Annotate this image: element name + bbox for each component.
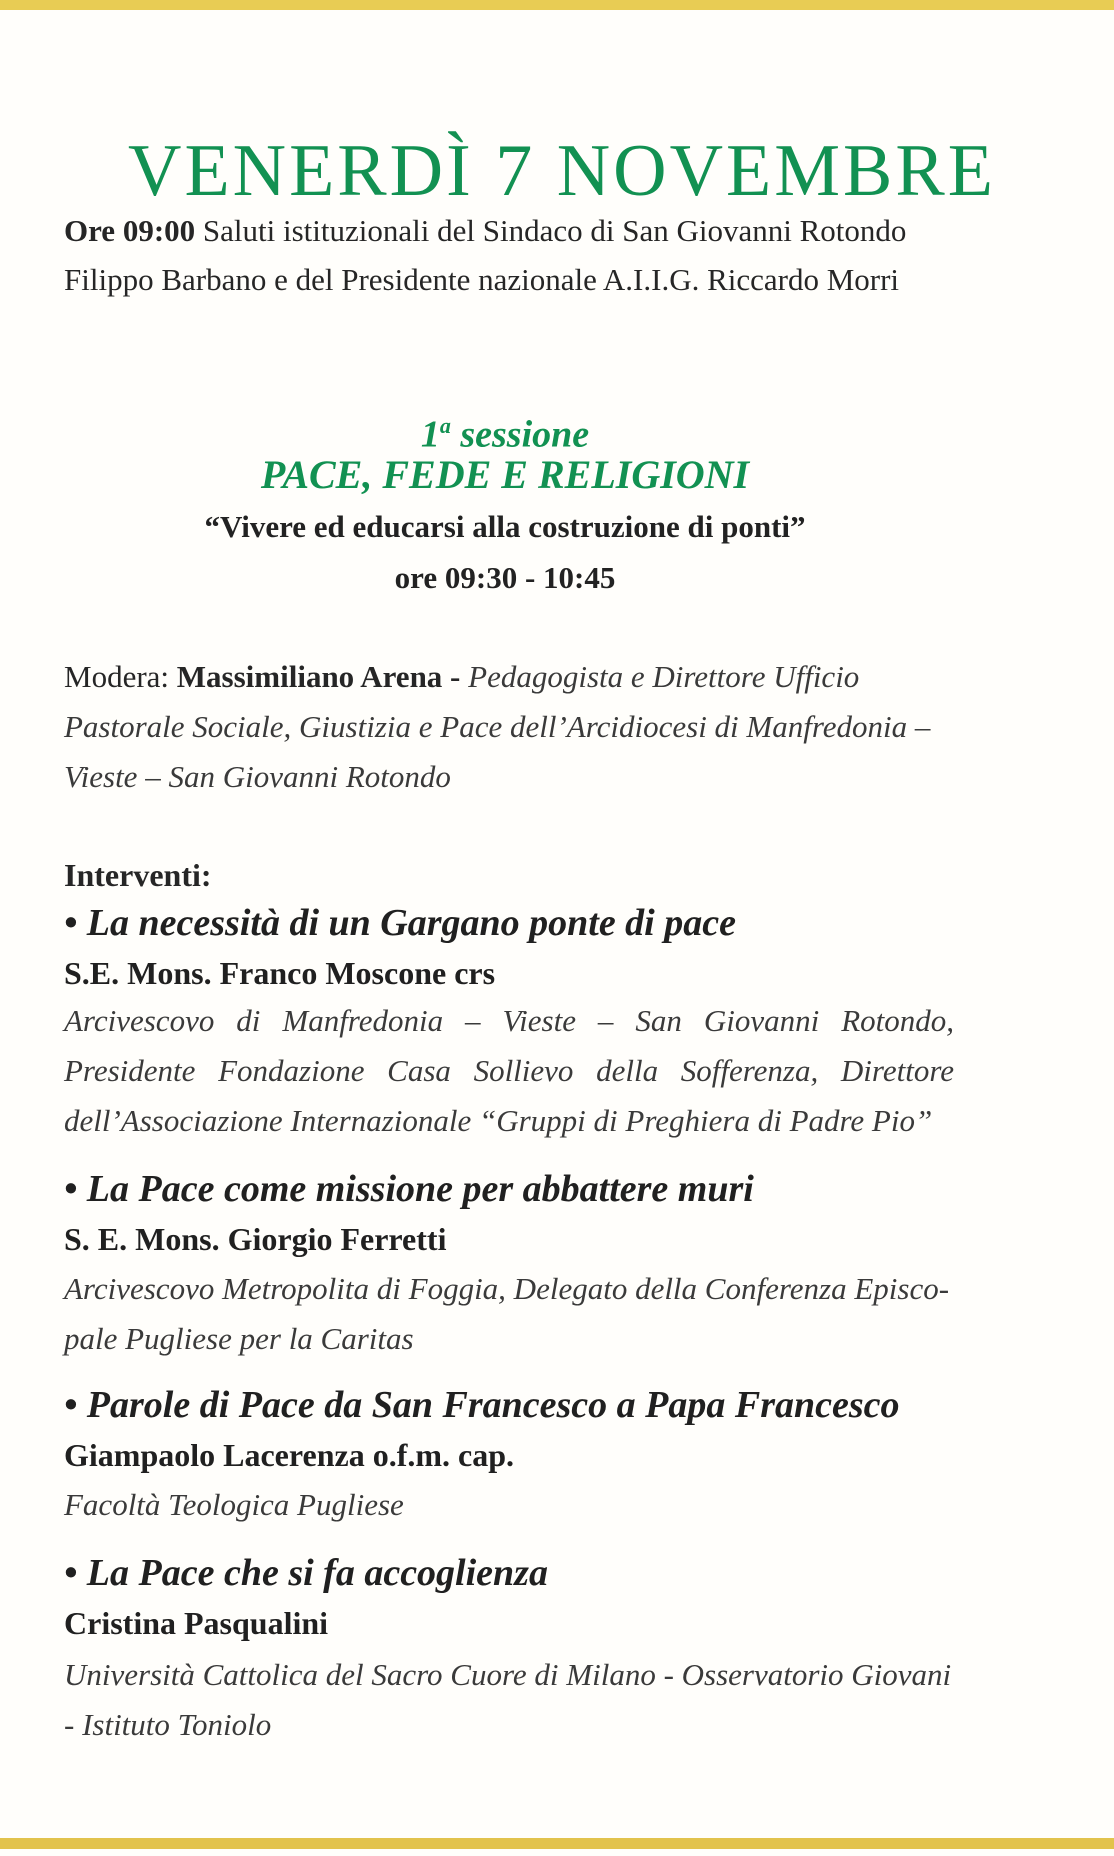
moderator-prefix: Modera: (64, 659, 170, 694)
talk-speaker: Cristina Pasqualini (64, 1605, 329, 1641)
talk-description: Facoltà Teologica Pugliese (64, 1487, 404, 1522)
session-time: ore 09:30 - 10:45 (394, 560, 616, 595)
session-label: sessione (460, 413, 590, 456)
session-title: PACE, FEDE E RELIGIONI (260, 452, 750, 497)
top-border (0, 0, 1114, 10)
talk-speaker: Giampaolo Lacerenza o.f.m. cap. (64, 1437, 515, 1473)
moderator-name: Massimiliano Arena - (176, 659, 461, 694)
talk-description: Università Cattolica del Sacro Cuore di Milano - Osservatorio Giovani - Istituto Toniolo (64, 1657, 952, 1742)
session-number-digit: 1 (420, 413, 440, 456)
talk-title: • La necessità di un Gargano ponte di pace (64, 902, 736, 944)
session-number-suffix: a (439, 413, 451, 438)
page-title: VENERDÌ 7 NOVEMBRE (128, 129, 996, 212)
welcome-text: Saluti istituzionali del Sindaco di San Giovanni Rotondo Filippo Barbano e del Presidente nazionale A.I.I.G. Riccardo Morri (64, 213, 907, 297)
bottom-border (0, 1838, 1114, 1849)
talk-title: • La Pace che si fa accoglienza (64, 1552, 548, 1594)
moderator-paragraph (64, 652, 964, 802)
talk-speaker: S. E. Mons. Giorgio Ferretti (64, 1221, 447, 1257)
talk-title: • La Pace come missione per abbattere muri (64, 1168, 754, 1210)
session-quote: “Vivere ed educarsi alla costruzione di ponti” (204, 509, 806, 544)
moderator-role: Pedagogista e Direttore Ufficio Pastorale Sociale, Giustizia e Pace dell’Arcidiocesi di Manfredonia – Vieste – San Giovanni Rotondo (64, 659, 931, 794)
talk-description: Arcivescovo Metropolita di Foggia, Delegato della Conferenza Episco-pale Pugliese per la Caritas (64, 1271, 950, 1356)
welcome-paragraph (64, 206, 964, 304)
welcome-time: Ore 09:00 (64, 213, 196, 248)
talk-title: • Parole di Pace da San Francesco a Papa Francesco (64, 1384, 900, 1426)
talk-description: Arcivescovo di Manfredonia – Vieste – San Giovanni Rotondo, Presidente Fondazione Casa Sollievo della Sofferenza, Direttore dell’Associazione Internazionale “Gruppi di Preghiera di Padre Pio” (64, 1003, 954, 1138)
interventions-label: Interventi: (64, 857, 212, 893)
talk-speaker: S.E. Mons. Franco Moscone crs (64, 955, 496, 991)
